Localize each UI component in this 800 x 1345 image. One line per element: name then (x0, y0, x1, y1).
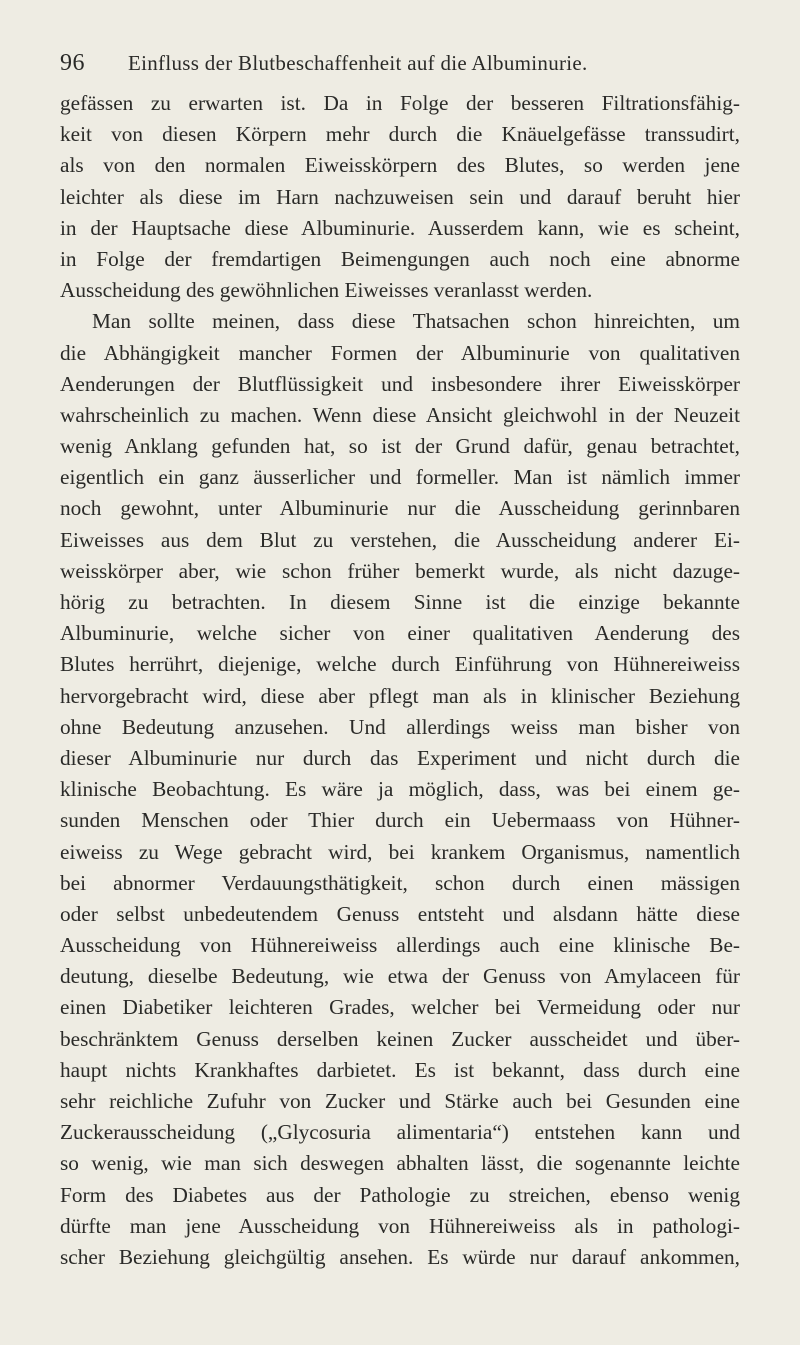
text-line: beschränktem Genuss derselben keinen Zucker ausscheidet und über- (60, 1026, 740, 1051)
text-line: einen Diabetiker leichteren Grades, welcher bei Vermeidung oder nur (60, 995, 740, 1020)
text-line: Form des Diabetes aus der Pathologie zu streichen, ebenso wenig (60, 1182, 740, 1207)
text-line: eigentlich ein ganz äusserlicher und formeller. Man ist nämlich immer (60, 465, 740, 490)
text-line: so wenig, wie man sich deswegen abhalten lässt, die sogenannte leichte (60, 1151, 740, 1176)
text-line: dieser Albuminurie nur durch das Experiment und nicht durch die (60, 745, 740, 770)
text-line: Albuminurie, welche sicher von einer qualitativen Aenderung des (60, 621, 740, 646)
text-line: in Folge der fremdartigen Beimengungen auch noch eine abnorme (60, 246, 740, 271)
text-line: noch gewohnt, unter Albuminurie nur die Ausscheidung gerinnbaren (60, 496, 740, 521)
paragraph (60, 88, 740, 306)
text-line: Ausscheidung des gewöhnlichen Eiweisses veranlasst werden. (60, 278, 593, 303)
text-line: leichter als diese im Harn nachzuweisen sein und darauf beruht hier (60, 184, 740, 209)
text-line: sunden Menschen oder Thier durch ein Uebermaass von Hühner- (60, 808, 740, 833)
text-line: Aenderungen der Blutflüssigkeit und insbesondere ihrer Eiweisskörper (60, 371, 740, 396)
text-line: keit von diesen Körpern mehr durch die Knäuelgefässe transsudirt, (60, 122, 740, 147)
text-line: Zuckerausscheidung („Glycosuria alimentaria“) entstehen kann und (60, 1120, 740, 1145)
text-line: eiweiss zu Wege gebracht wird, bei krankem Organismus, namentlich (60, 839, 740, 864)
page-number: 96 (60, 50, 85, 76)
text-line: sehr reichliche Zufuhr von Zucker und Stärke auch bei Gesunden eine (60, 1089, 740, 1113)
text-line: Ausscheidung von Hühnereiweiss allerdings auch eine klinische Be- (60, 933, 740, 958)
running-head (60, 50, 740, 80)
text-line: bei abnormer Verdauungsthätigkeit, schon durch einen mässigen (60, 870, 740, 895)
text-line: wenig Anklang gefunden hat, so ist der Grund dafür, genau betrachtet, (60, 434, 740, 459)
text-line: die Abhängigkeit mancher Formen der Albuminurie von qualitativen (60, 340, 740, 365)
paragraph (60, 306, 740, 1273)
text-line: scher Beziehung gleichgültig ansehen. Es würde nur darauf ankommen, (60, 1244, 740, 1269)
running-head-title: Einfluss der Blutbeschaffenheit auf die Albuminurie. (128, 51, 588, 75)
text-line: ohne Bedeutung anzusehen. Und allerdings weiss man bisher von (60, 714, 740, 739)
text-line: weisskörper aber, wie schon früher bemerkt wurde, als nicht dazuge- (60, 558, 740, 583)
text-line: Blutes herrührt, diejenige, welche durch Einführung von Hühnereiweiss (60, 652, 740, 677)
text-line: in der Hauptsache diese Albuminurie. Ausserdem kann, wie es scheint, (60, 215, 740, 240)
text-line: hervorgebracht wird, diese aber pflegt man als in klinischer Beziehung (60, 683, 740, 708)
text-line: hörig zu betrachten. In diesem Sinne ist die einzige bekannte (60, 590, 740, 614)
text-line: Man sollte meinen, dass diese Thatsachen schon hinreichten, um (92, 309, 740, 334)
text-line: als von den normalen Eiweisskörpern des Blutes, so werden jene (60, 153, 740, 178)
text-line: deutung, dieselbe Bedeutung, wie etwa der Genuss von Amylaceen für (60, 964, 740, 989)
text-line: gefässen zu erwarten ist. Da in Folge der besseren Filtrationsfähig- (60, 91, 740, 115)
text-line: haupt nichts Krankhaftes darbietet. Es ist bekannt, dass durch eine (60, 1057, 740, 1082)
body-text (60, 88, 740, 1273)
text-line: Eiweisses aus dem Blut zu verstehen, die Ausscheidung anderer Ei- (60, 527, 740, 552)
text-line: klinische Beobachtung. Es wäre ja möglich, dass, was bei einem ge- (60, 777, 740, 802)
text-line: dürfte man jene Ausscheidung von Hühnereiweiss als in pathologi- (60, 1213, 740, 1238)
text-line: wahrscheinlich zu machen. Wenn diese Ansicht gleichwohl in der Neuzeit (60, 402, 740, 427)
text-line: oder selbst unbedeutendem Genuss entsteht und alsdann hätte diese (60, 901, 740, 926)
